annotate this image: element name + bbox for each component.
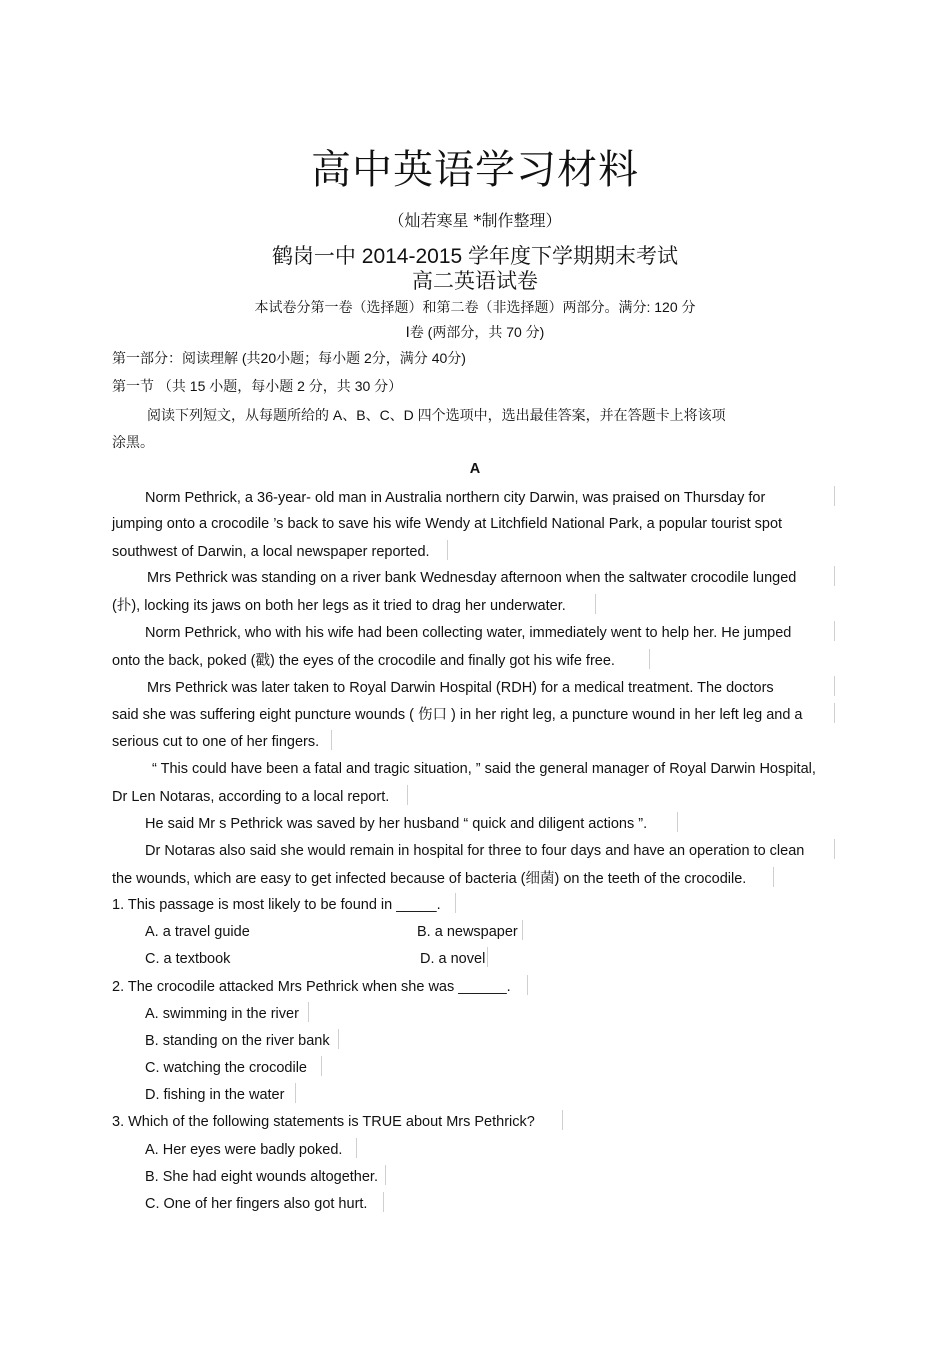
passage-label: A: [469, 461, 481, 477]
answer-option: C. One of her fingers also got hurt.: [145, 1196, 368, 1212]
answer-option: B. standing on the river bank: [145, 1033, 330, 1049]
exam-title: 鹤岗一中 2014-2015 学年度下学期期末考试: [271, 245, 679, 268]
part-heading: 第一部分：阅读理解 (共20小题；每小题 2分，满分 40分): [112, 350, 466, 366]
question-stem: 1. This passage is most likely to be found in _____.: [112, 897, 441, 913]
answer-option: A. Her eyes were badly poked.: [145, 1142, 343, 1158]
page-title: 高中英语学习材料: [311, 147, 639, 193]
passage-line: Norm Pethrick, a 36-year- old man in Australia northern city Darwin, was praised on Thursday for: [145, 490, 766, 506]
passage-line: Mrs Pethrick was standing on a river bank Wednesday afternoon when the saltwater crocodile lunged: [147, 570, 797, 586]
question-stem: 3. Which of the following statements is TRUE about Mrs Pethrick?: [112, 1114, 535, 1130]
passage-line: jumping onto a crocodile ’s back to save his wife Wendy at Litchfield National Park, a popular tourist spot: [112, 516, 783, 532]
answer-option: A. swimming in the river: [145, 1006, 299, 1022]
passage-line: southwest of Darwin, a local newspaper reported.: [112, 544, 430, 560]
answer-option: D. a novel: [420, 951, 486, 967]
passage-line: (扑), locking its jaws on both her legs as it tried to drag her underwater.: [112, 598, 566, 614]
passage-line: the wounds, which are easy to get infected because of bacteria (细菌) on the teeth of the crocodile.: [112, 871, 747, 887]
passage-line: Dr Len Notaras, according to a local report.: [112, 789, 390, 805]
section-heading: 第一节 （共 15 小题，每小题 2 分，共 30 分）: [112, 378, 403, 394]
passage-line: Dr Notaras also said she would remain in hospital for three to four days and have an operation to clean: [145, 843, 805, 859]
answer-option: C. watching the crocodile: [145, 1060, 307, 1076]
answer-option: B. a newspaper: [417, 924, 518, 940]
volume-heading: Ⅰ卷 (两部分，共 70 分): [405, 324, 545, 340]
passage-line: onto the back, poked (戳) the eyes of the crocodile and finally got his wife free.: [112, 653, 615, 669]
answer-option: A. a travel guide: [145, 924, 250, 940]
passage-line: said she was suffering eight puncture wounds ( 伤口 ) in her right leg, a puncture wound in her left leg and a: [112, 707, 803, 723]
instruction-line-2: 涂黑。: [112, 434, 154, 450]
passage-line: Norm Pethrick, who with his wife had been collecting water, immediately went to help her. He jumped: [145, 625, 792, 641]
passage-line: Mrs Pethrick was later taken to Royal Darwin Hospital (RDH) for a medical treatment. The doctors: [147, 680, 774, 696]
passage-line: “ This could have been a fatal and tragic situation, ” said the general manager of Royal Darwin Hospital,: [152, 761, 816, 777]
exam-intro: 本试卷分第一卷（选择题）和第二卷（非选择题）两部分。满分: 120 分: [254, 299, 696, 315]
passage-line: He said Mr s Pethrick was saved by her husband “ quick and diligent actions ”.: [145, 816, 648, 832]
exam-subtitle: 高二英语试卷: [412, 269, 538, 293]
compiler-note: （灿若寒星 *制作整理）: [388, 211, 562, 230]
question-stem: 2. The crocodile attacked Mrs Pethrick when she was ______.: [112, 979, 511, 995]
answer-option: B. She had eight wounds altogether.: [145, 1169, 378, 1185]
answer-option: D. fishing in the water: [145, 1087, 285, 1103]
passage-line: serious cut to one of her fingers.: [112, 734, 320, 750]
instruction-line-1: 阅读下列短文，从每题所给的 A、B、C、D 四个选项中，选出最佳答案，并在答题卡上将该项: [147, 407, 726, 423]
answer-option: C. a textbook: [145, 951, 231, 967]
